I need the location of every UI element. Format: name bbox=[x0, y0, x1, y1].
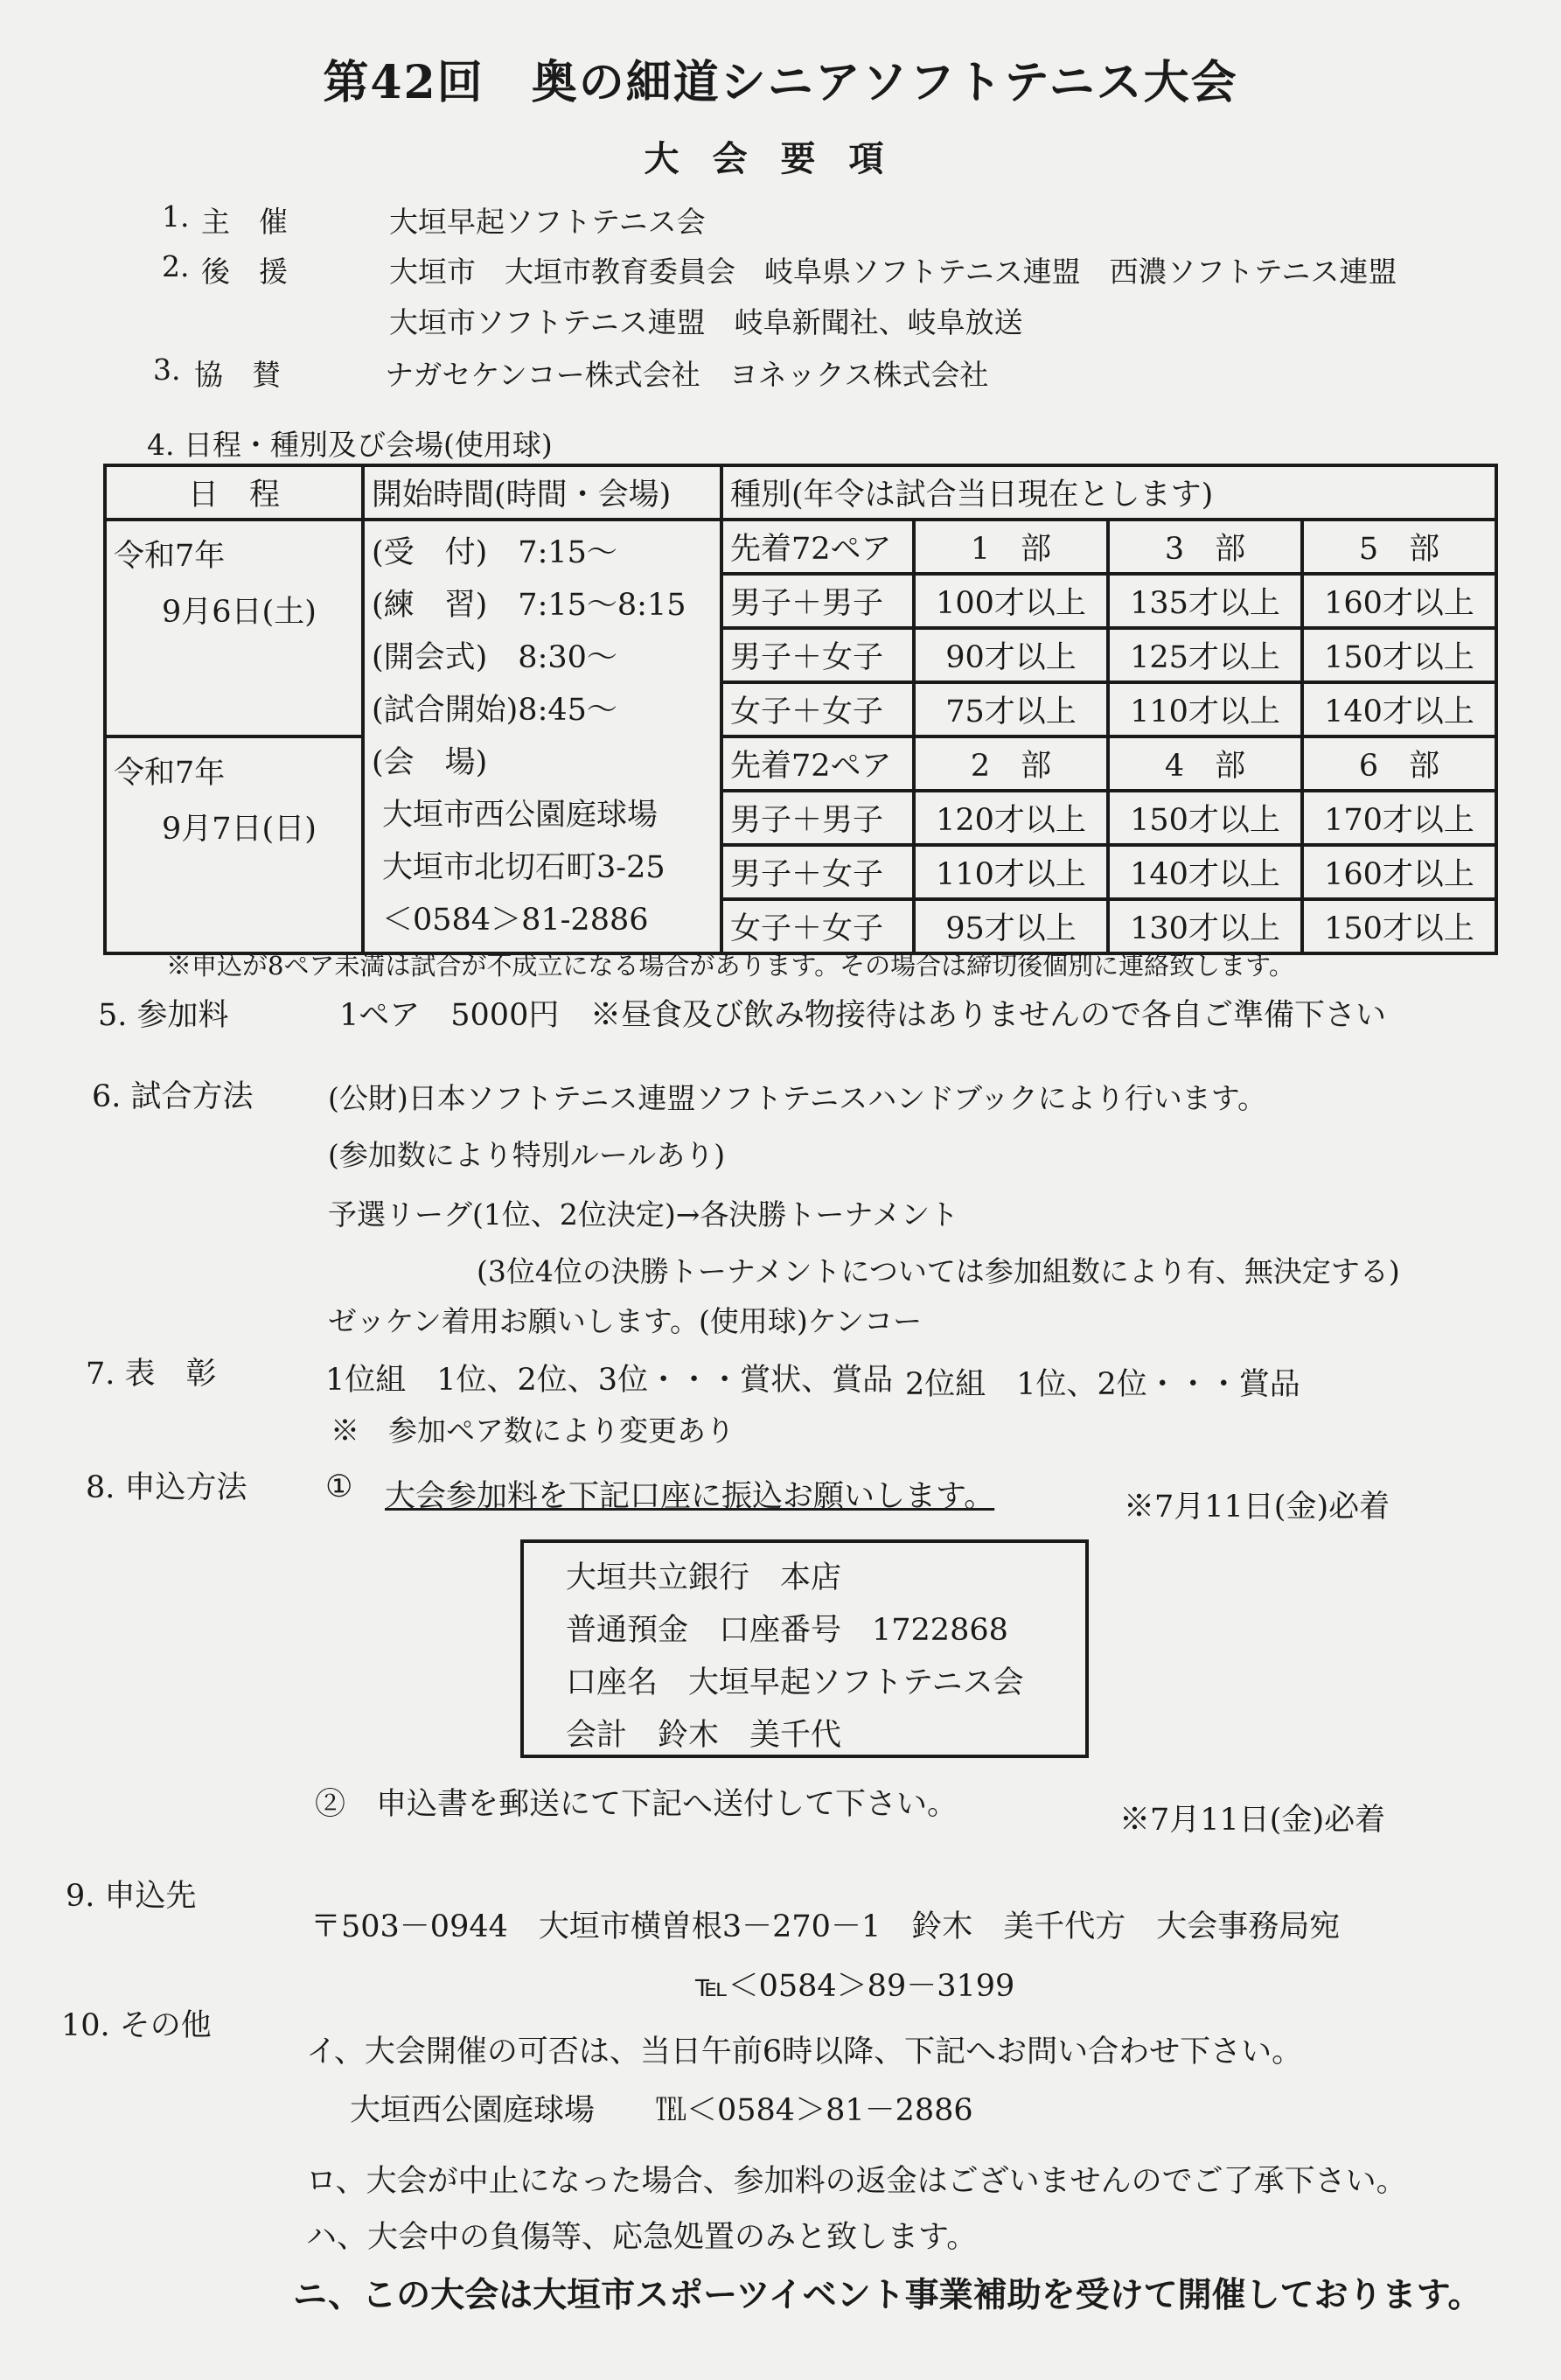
header-date: 日 程 bbox=[105, 465, 363, 520]
other-i-contact: 大垣西公園庭球場 ℡＜0584＞81－2886 bbox=[350, 2093, 973, 2128]
sponsors: ナガセケンコー株式会社 ヨネックス株式会社 bbox=[385, 358, 989, 392]
supporters-line-1: 大垣市 大垣市教育委員会 岐阜県ソフトテニス連盟 西濃ソフトテニス連盟 bbox=[389, 255, 1397, 289]
venue-name: 大垣市西公園庭球場 bbox=[382, 798, 659, 833]
cell: 160才以上 bbox=[1302, 574, 1496, 628]
page-subtitle: 大会要項 bbox=[644, 138, 917, 179]
award-note: ※ 参加ペア数により変更あり bbox=[331, 1413, 735, 1448]
table-row bbox=[105, 520, 1496, 574]
other-ni: ニ、この大会は大垣市スポーツイベント事業補助を受けて開催しております。 bbox=[293, 2275, 1482, 2315]
bank-account-holder: 口座名 大垣早起ソフトテニス会 bbox=[566, 1665, 1024, 1700]
cell: 90才以上 bbox=[914, 628, 1108, 682]
section-7-label: 7. 表 彰 bbox=[86, 1357, 217, 1392]
cell: 110才以上 bbox=[1108, 682, 1302, 736]
section-3-label: 協 賛 bbox=[194, 358, 281, 392]
cell: 75才以上 bbox=[914, 682, 1108, 736]
time-opening: (開会式) 8:30～ bbox=[372, 640, 617, 675]
cell: 100才以上 bbox=[914, 574, 1108, 628]
section-8-label: 8. 申込方法 bbox=[86, 1470, 247, 1505]
group2-head-1: 2 部 bbox=[914, 736, 1108, 791]
header-category: 種別(年令は試合当日現在とします) bbox=[721, 465, 1496, 520]
other-i: イ、大会開催の可否は、当日午前6時以降、下記へお問い合わせ下さい。 bbox=[306, 2035, 1303, 2069]
cell: 140才以上 bbox=[1302, 682, 1496, 736]
cell: 男子＋男子 bbox=[721, 791, 914, 845]
match-method-line-5: ゼッケン着用お願いします。(使用球)ケンコー bbox=[328, 1304, 923, 1338]
section-10-label: 10. その他 bbox=[61, 2008, 212, 2043]
time-practice: (練 習) 7:15～8:15 bbox=[372, 588, 686, 623]
cell: 125才以上 bbox=[1108, 628, 1302, 682]
date-day-1-date: 9月6日(土) bbox=[162, 595, 317, 630]
venue-address: 大垣市北切石町3-25 bbox=[382, 850, 666, 885]
apply-deadline-2: ※7月11日(金)必着 bbox=[1119, 1803, 1386, 1838]
cell: 130才以上 bbox=[1108, 899, 1302, 953]
section-5-label: 5. 参加料 bbox=[98, 998, 229, 1033]
apply-item-1: 大会参加料を下記口座に振込お願いします。 bbox=[385, 1479, 995, 1514]
header-time: 開始時間(時間・会場) bbox=[363, 465, 721, 520]
other-ha: ハ、大会中の負傷等、応急処置のみと致します。 bbox=[306, 2220, 978, 2255]
schedule-table bbox=[103, 464, 1498, 955]
bank-name: 大垣共立銀行 本店 bbox=[566, 1560, 842, 1595]
section-3-num: 3. bbox=[153, 352, 181, 387]
section-6-label: 6. 試合方法 bbox=[92, 1079, 254, 1114]
award-first-group: 1位組 1位、2位、3位・・・賞状、賞品 bbox=[325, 1363, 894, 1398]
section-2-num: 2. bbox=[162, 249, 190, 283]
cell: 120才以上 bbox=[914, 791, 1108, 845]
time-venue-cell bbox=[363, 520, 721, 953]
group1-head-1: 1 部 bbox=[914, 520, 1108, 574]
supporters-line-2: 大垣市ソフトテニス連盟 岐阜新聞社、岐阜放送 bbox=[389, 305, 1023, 339]
apply-item-2: ② 申込書を郵送にて下記へ送付して下さい。 bbox=[315, 1787, 958, 1822]
section-4-heading: 4. 日程・種別及び会場(使用球) bbox=[147, 428, 553, 462]
cell: 150才以上 bbox=[1302, 899, 1496, 953]
table-header-row bbox=[105, 465, 1496, 520]
cell: 140才以上 bbox=[1108, 845, 1302, 899]
cell: 170才以上 bbox=[1302, 791, 1496, 845]
award-second-group: 2位組 1位、2位・・・賞品 bbox=[905, 1367, 1300, 1402]
time-match-start: (試合開始)8:45～ bbox=[372, 693, 617, 728]
page-title: 第42回 奥の細道シニアソフトテニス大会 bbox=[323, 56, 1238, 109]
match-method-line-4: (3位4位の決勝トーナメントについては参加組数により有、無決定する) bbox=[477, 1254, 1400, 1288]
bank-account-box bbox=[520, 1539, 1089, 1758]
cell: 男子＋女子 bbox=[721, 628, 914, 682]
section-1-label: 主 催 bbox=[201, 205, 288, 239]
cell: 男子＋男子 bbox=[721, 574, 914, 628]
cell: 95才以上 bbox=[914, 899, 1108, 953]
venue-label: (会 場) bbox=[372, 745, 488, 780]
match-method-line-2: (参加数により特別ルールあり) bbox=[328, 1138, 726, 1172]
cell: 110才以上 bbox=[914, 845, 1108, 899]
cell: 160才以上 bbox=[1302, 845, 1496, 899]
group2-head-0: 先着72ペア bbox=[721, 736, 914, 791]
entry-fee-note: ※昼食及び飲み物接待はありませんので各自ご準備下さい bbox=[590, 998, 1387, 1033]
entry-fee: 1ペア 5000円 bbox=[339, 998, 560, 1033]
table-row bbox=[105, 736, 1496, 791]
cell: 150才以上 bbox=[1108, 791, 1302, 845]
match-method-line-3: 予選リーグ(1位、2位決定)→各決勝トーナメント bbox=[328, 1197, 959, 1232]
date-day-1-year: 令和7年 bbox=[114, 539, 226, 574]
apply-deadline-1: ※7月11日(金)必着 bbox=[1124, 1490, 1390, 1525]
date-day-1 bbox=[105, 520, 363, 736]
date-day-2 bbox=[105, 736, 363, 953]
group2-head-2: 4 部 bbox=[1108, 736, 1302, 791]
bank-account-number: 普通預金 口座番号 1722868 bbox=[566, 1613, 1008, 1648]
group1-head-2: 3 部 bbox=[1108, 520, 1302, 574]
time-reception: (受 付) 7:15～ bbox=[372, 535, 617, 570]
other-ro: ロ、大会が中止になった場合、参加料の返金はございませんのでご了承下さい。 bbox=[306, 2164, 1407, 2199]
match-method-line-1: (公財)日本ソフトテニス連盟ソフトテニスハンドブックにより行います。 bbox=[328, 1081, 1267, 1115]
schedule-note: ※申込が8ペア未満は試合が不成立になる場合があります。その場合は締切後個別に連絡致します。 bbox=[166, 951, 1294, 981]
bank-treasurer: 会計 鈴木 美千代 bbox=[566, 1718, 842, 1753]
group2-head-3: 6 部 bbox=[1302, 736, 1496, 791]
cell: 男子＋女子 bbox=[721, 845, 914, 899]
organizer: 大垣早起ソフトテニス会 bbox=[389, 205, 706, 239]
cell: 150才以上 bbox=[1302, 628, 1496, 682]
section-1-num: 1. bbox=[162, 199, 190, 234]
apply-item-1-num: ① bbox=[325, 1469, 353, 1504]
section-2-label: 後 援 bbox=[201, 255, 288, 289]
date-day-2-date: 9月7日(日) bbox=[162, 812, 317, 847]
venue-phone: ＜0584＞81-2886 bbox=[382, 903, 649, 938]
group1-head-0: 先着72ペア bbox=[721, 520, 914, 574]
group1-head-3: 5 部 bbox=[1302, 520, 1496, 574]
apply-address: 〒503－0944 大垣市横曽根3－270－1 鈴木 美千代方 大会事務局宛 bbox=[310, 1909, 1341, 1944]
date-day-2-year: 令和7年 bbox=[114, 756, 226, 791]
cell: 女子＋女子 bbox=[721, 682, 914, 736]
cell: 135才以上 bbox=[1108, 574, 1302, 628]
section-9-label: 9. 申込先 bbox=[66, 1879, 197, 1914]
cell: 女子＋女子 bbox=[721, 899, 914, 953]
apply-tel: ℡＜0584＞89－3199 bbox=[695, 1969, 1015, 2004]
